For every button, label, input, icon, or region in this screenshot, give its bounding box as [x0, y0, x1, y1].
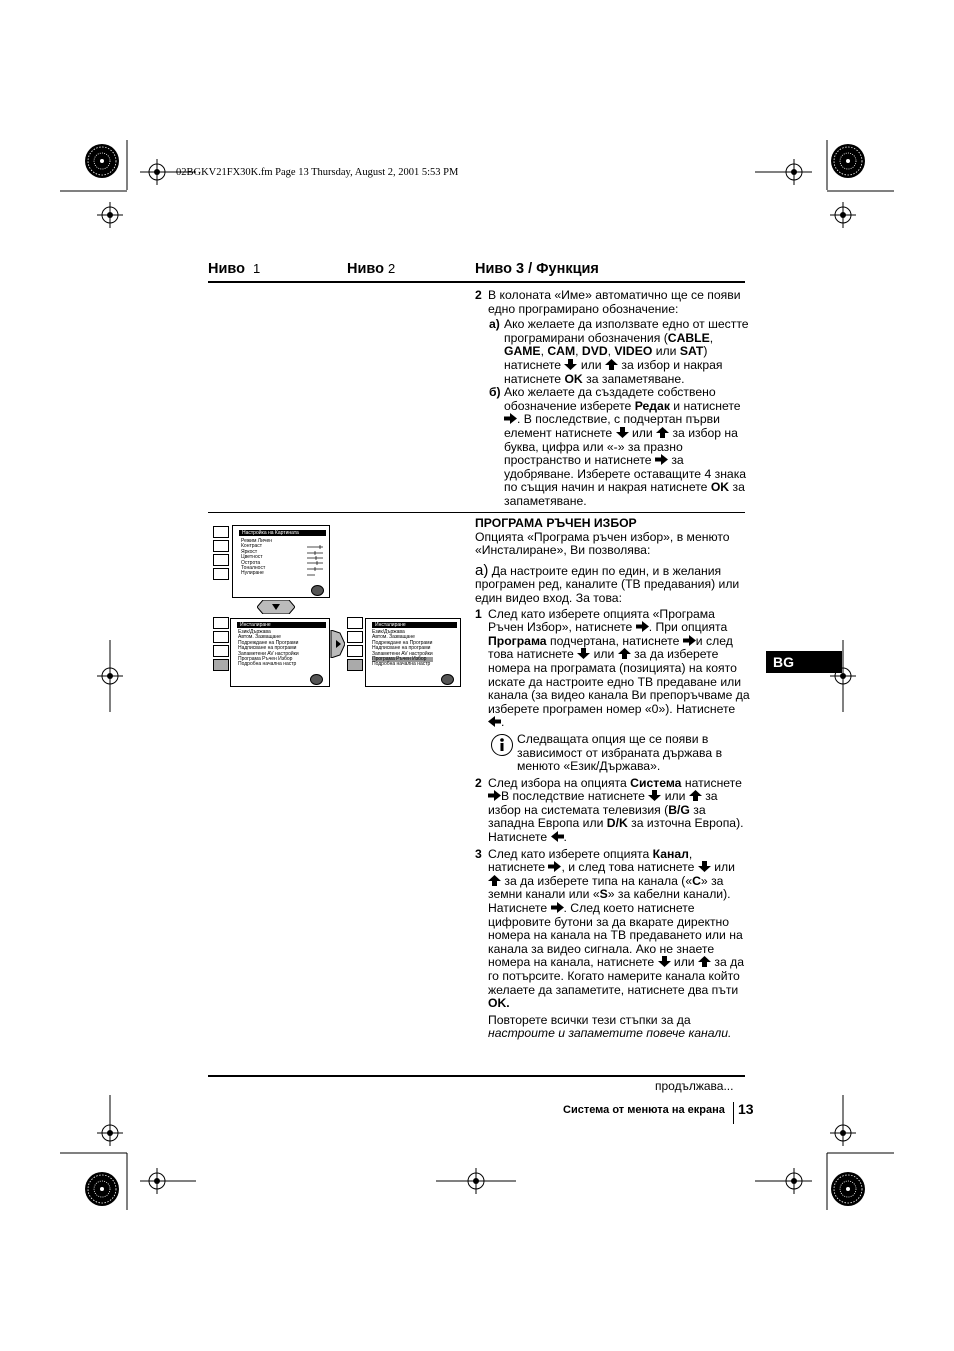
arrow-down-icon [658, 956, 671, 967]
slider-bars [305, 545, 325, 579]
picture-icon [213, 617, 229, 629]
text: След избора на опцията [488, 775, 631, 790]
sep: , [540, 344, 548, 359]
menu-item: Автом. Зазващане [238, 634, 281, 641]
menu-item: Надписване на програми [238, 645, 297, 652]
text: . В последствие, с подчертан първи елемент натиснете [504, 412, 720, 440]
menu-item: Подреждане на Програми [372, 639, 433, 646]
ok-icon [441, 674, 454, 685]
nav-right-icon [330, 630, 345, 658]
programa-label: Програма [488, 633, 547, 648]
text: След като изберете опцията «Програма Ръчен Избор», натиснете [488, 606, 715, 635]
sistema-label: Система [630, 775, 682, 790]
footer-separator [733, 1102, 734, 1124]
timer-icon [213, 554, 229, 566]
text: и натиснете [669, 398, 741, 413]
text: за избор на системата телевизия ( [488, 789, 718, 817]
menu-item: Надписване на програми [372, 645, 431, 652]
text: или [664, 789, 686, 804]
menu-item: Подробна начална настр [372, 661, 431, 668]
section-intro: Опцията «Програма ръчен избор», в менюто «Инсталиране», Ви позволява: [475, 529, 730, 558]
arrow-up-icon [698, 956, 711, 967]
picture-icon [347, 617, 363, 629]
section-title: ПРОГРАМА РЪЧЕН ИЗБОР [475, 516, 637, 530]
arrow-down-icon [564, 359, 577, 370]
ok-icon [310, 674, 323, 685]
menu-items [238, 630, 299, 668]
text: за избор и накрая натиснете [504, 357, 723, 386]
menu-item: Подробна начална настр [238, 661, 297, 668]
sep: , [607, 344, 615, 359]
text: След като изберете опцията [488, 846, 653, 861]
text: Ако желаете да използвате едно от шестте програмирани обозначения ( [504, 317, 749, 345]
setup-icon [213, 568, 229, 580]
menu-item: Контраст [241, 543, 263, 550]
sound-icon [347, 631, 363, 643]
menu-item: Програма Ръчен Избор [238, 656, 293, 663]
step-number: 2 [475, 775, 482, 790]
ok-icon [311, 585, 324, 596]
menu-item: Запаметени AV настройки [372, 650, 433, 657]
menu-item: Автом. Зазващане [372, 634, 415, 641]
arrow-up-icon [618, 648, 631, 659]
sep: , [575, 344, 582, 359]
menu-item-selected: Програма Ръчен Избор [372, 657, 433, 662]
sound-icon [213, 540, 229, 552]
repeat-text-italic: настроите и запаметите повече канали. [488, 1026, 732, 1041]
menu-item: Режим Личен [241, 538, 273, 544]
text: . При опцията [648, 620, 728, 635]
repeat-text: Повторете всички тези стъпки за да [488, 1012, 691, 1027]
menu-item: Цветност [241, 554, 263, 561]
install-menu-screen [230, 618, 330, 687]
arrow-right-icon [548, 861, 561, 872]
level2-word: Ниво [347, 261, 384, 277]
text: за избор на буква, цифра или «-» за празно пространство и натиснете [504, 425, 738, 468]
arrow-left-icon [551, 831, 564, 842]
text: или [652, 344, 680, 359]
option-a-label: a) [475, 561, 489, 579]
text: или [580, 357, 602, 372]
redak-label: Редак [634, 398, 670, 413]
dk-system-label: D/K [606, 816, 628, 831]
text: » за земни канали или « [488, 873, 724, 902]
level1-word: Ниво [208, 261, 245, 277]
menu-title: Настройка на Картината [239, 530, 326, 536]
section-divider [208, 512, 745, 513]
text: за запаметяване. [582, 371, 685, 386]
text: подчертана, натиснете [546, 633, 680, 648]
arrow-left-icon [488, 716, 501, 727]
text: и след това натиснете [488, 633, 733, 662]
ok-label: OK. [488, 996, 510, 1011]
text: В последствие натиснете [501, 789, 645, 804]
level2-num: 2 [388, 261, 396, 276]
menu-item: Запаметени AV настройки [238, 650, 299, 657]
section-name: Система от менюта на екрана [563, 1104, 725, 1116]
arrow-right-icon [683, 635, 696, 646]
menu-icons-install [211, 617, 231, 673]
footer-rule [208, 1075, 745, 1077]
menu-items [241, 539, 272, 577]
option-a-label: a) [489, 317, 500, 332]
video-label: VIDEO [614, 344, 653, 359]
kanal-label: Канал [652, 846, 689, 861]
menu-item: Подреждане на Програми [238, 639, 299, 646]
sound-icon [213, 631, 229, 643]
arrow-up-icon [605, 359, 618, 370]
note-text: Следващата опция ще се появи в зависимост от избраната държава в менюто «Език/Държава». [517, 731, 723, 774]
arrow-right-icon [488, 790, 501, 801]
cable-label: CABLE [667, 330, 710, 345]
c-label: C [692, 873, 701, 888]
text: за да го потърсите. Когато намерите канала който желаете да запаметите, натиснете два пъти [488, 955, 745, 997]
text: . След което натиснете цифровите бутони за да вкарате директно номера на канала на ТВ предаването или на канала за видео сигнала. Ако не знаете номера на канала, натиснете [488, 901, 743, 970]
text: за да изберете типа на канала (« [504, 873, 693, 888]
text: за източна Европа). Натиснете [488, 816, 744, 845]
text: , натиснете [488, 846, 693, 875]
section1-text [475, 289, 750, 509]
option-b-label: б) [489, 385, 501, 400]
level1-num: 1 [253, 261, 261, 276]
continues-label: продължава... [655, 1079, 734, 1093]
page-number: 13 [738, 1101, 754, 1117]
dvd-label: DVD [581, 344, 608, 359]
menu-item: Острота [241, 559, 261, 566]
menu-title: Инсталиране [237, 622, 326, 628]
text: или [631, 425, 653, 440]
column-heading-level1 [208, 261, 260, 277]
text: ) натиснете [504, 344, 708, 372]
arrow-right-icon [551, 902, 564, 913]
column-heading-level3: Ниво 3 / Функция [475, 261, 599, 277]
setup-icon [213, 659, 229, 671]
menu-items [372, 630, 433, 668]
sep: , [709, 330, 714, 345]
arrow-right-icon [636, 621, 649, 632]
s-label: S [599, 887, 608, 902]
language-tab: BG [766, 651, 842, 673]
text: за да изберете номера на програмата (позицията) на която искате да настроите едно ТВ предаване или канала (за видео канала Ви препоръчваме да изберете програмен номер «0»). Натиснете [488, 647, 750, 716]
ok-label: OK [710, 480, 730, 495]
install-menu-screen-selected [365, 618, 461, 687]
menu-title: Инсталиране [372, 622, 457, 628]
step-number: 1 [475, 606, 482, 621]
menu-item: Език/Държава [238, 629, 271, 635]
picture-icon [213, 526, 229, 538]
text: Ако желаете да създадете собствено обозначение изберете [504, 385, 716, 413]
text: , и след това натиснете [561, 860, 695, 875]
arrow-down-icon [648, 790, 661, 801]
text: или [593, 647, 615, 662]
cam-label: CAM [547, 344, 576, 359]
arrow-right-icon [655, 454, 668, 465]
menu-item: Нулиране [241, 570, 264, 577]
setup-icon [347, 659, 363, 671]
menu-item: Тоналност [241, 565, 266, 572]
column-heading-level2 [347, 261, 395, 277]
section2-text: ПРОГРАМА РЪЧЕН ИЗБОР Опцията «Програма ръчен избор», в менюто «Инсталиране», Ви позволява: a) Да настроите един по един, и в желания програмен ред, каналите (ТВ предавания) или един видео вход. За това: 1 След като изберете опцията «Програма Ръчен Избор», натиснете . При опцията Програма подчертана, натиснете и след това натиснете или за да изберете номера на програмата (позицията) на която искате да настроите едно ТВ предаване или канала (за видео канала Ви препоръчваме да изберете програмен номер «0»). Натиснете . Следващата опция ще се появи в зависимост от избраната държава в менюто «Език/Държава». 2 След избора на опцията Система натиснете В последствие натиснете или за избор на системата телевизия (B/G за западна Европа или D/K за източна Европа). Натиснете . 3 След като изберете опцията Канал, натиснете , и след това натиснете или за да изберете типа на канала («C» за земни канали или «S» за кабелни канали). Натиснете . След което натиснете цифровите бутони за да вкарате директно номера на канала на ТВ предаването или на канала за видео сигнала. Ако не знаете номера на канала, натиснете или за да го потърсите. Когато намерите канала който желаете да запаметите, натиснете два пъти OK. Повторете всички тези стъпки за да настроите и запаметите повече канали. [475, 516, 750, 1041]
text: натиснете [681, 775, 742, 790]
arrow-up-icon [488, 875, 501, 886]
text: » за кабелни канали). Натиснете [488, 887, 731, 916]
text: или [714, 860, 735, 875]
step-number: 3 [475, 846, 482, 861]
arrow-right-icon [504, 413, 517, 424]
menu-item: Яркост [241, 548, 258, 555]
timer-icon [213, 645, 229, 657]
option-a-text: Да настроите един по един, и в желания програмен ред, каналите (ТВ предавания) или един видео вход. За това: [475, 563, 740, 605]
timer-icon [347, 645, 363, 657]
step2-text: В колоната «Име» автоматично ще се появи едно програмирано обозначение: [488, 288, 741, 316]
arrow-down-icon [616, 427, 629, 438]
menu-icons-install-selected [346, 617, 366, 673]
bg-system-label: B/G [668, 802, 690, 817]
ok-label: OK [564, 371, 583, 386]
step-number: 2 [475, 288, 482, 302]
menu-icons-picture [211, 526, 231, 582]
file-header: 02BGKV21FX30K.fm Page 13 Thursday, August 2, 2001 5:53 PM [176, 167, 459, 178]
game-label: GAME [504, 344, 541, 359]
text: за западна Европа или [488, 802, 706, 831]
menu-item: Език/Държава [372, 629, 405, 635]
arrow-down-icon [698, 861, 711, 872]
header-rule [208, 281, 745, 283]
arrow-down-icon [577, 648, 590, 659]
sat-label: SAT [679, 344, 704, 359]
text: за удобряване. Изберете оставащите 4 знака по същия начин и накрая натиснете [504, 453, 747, 495]
text: или [673, 955, 695, 970]
info-icon [491, 734, 513, 756]
arrow-up-icon [656, 427, 669, 438]
arrow-up-icon [689, 790, 702, 801]
text: за запаметяване. [504, 480, 745, 508]
info-note [475, 733, 750, 774]
nav-down-icon [257, 600, 295, 614]
picture-menu-screen [232, 525, 330, 598]
